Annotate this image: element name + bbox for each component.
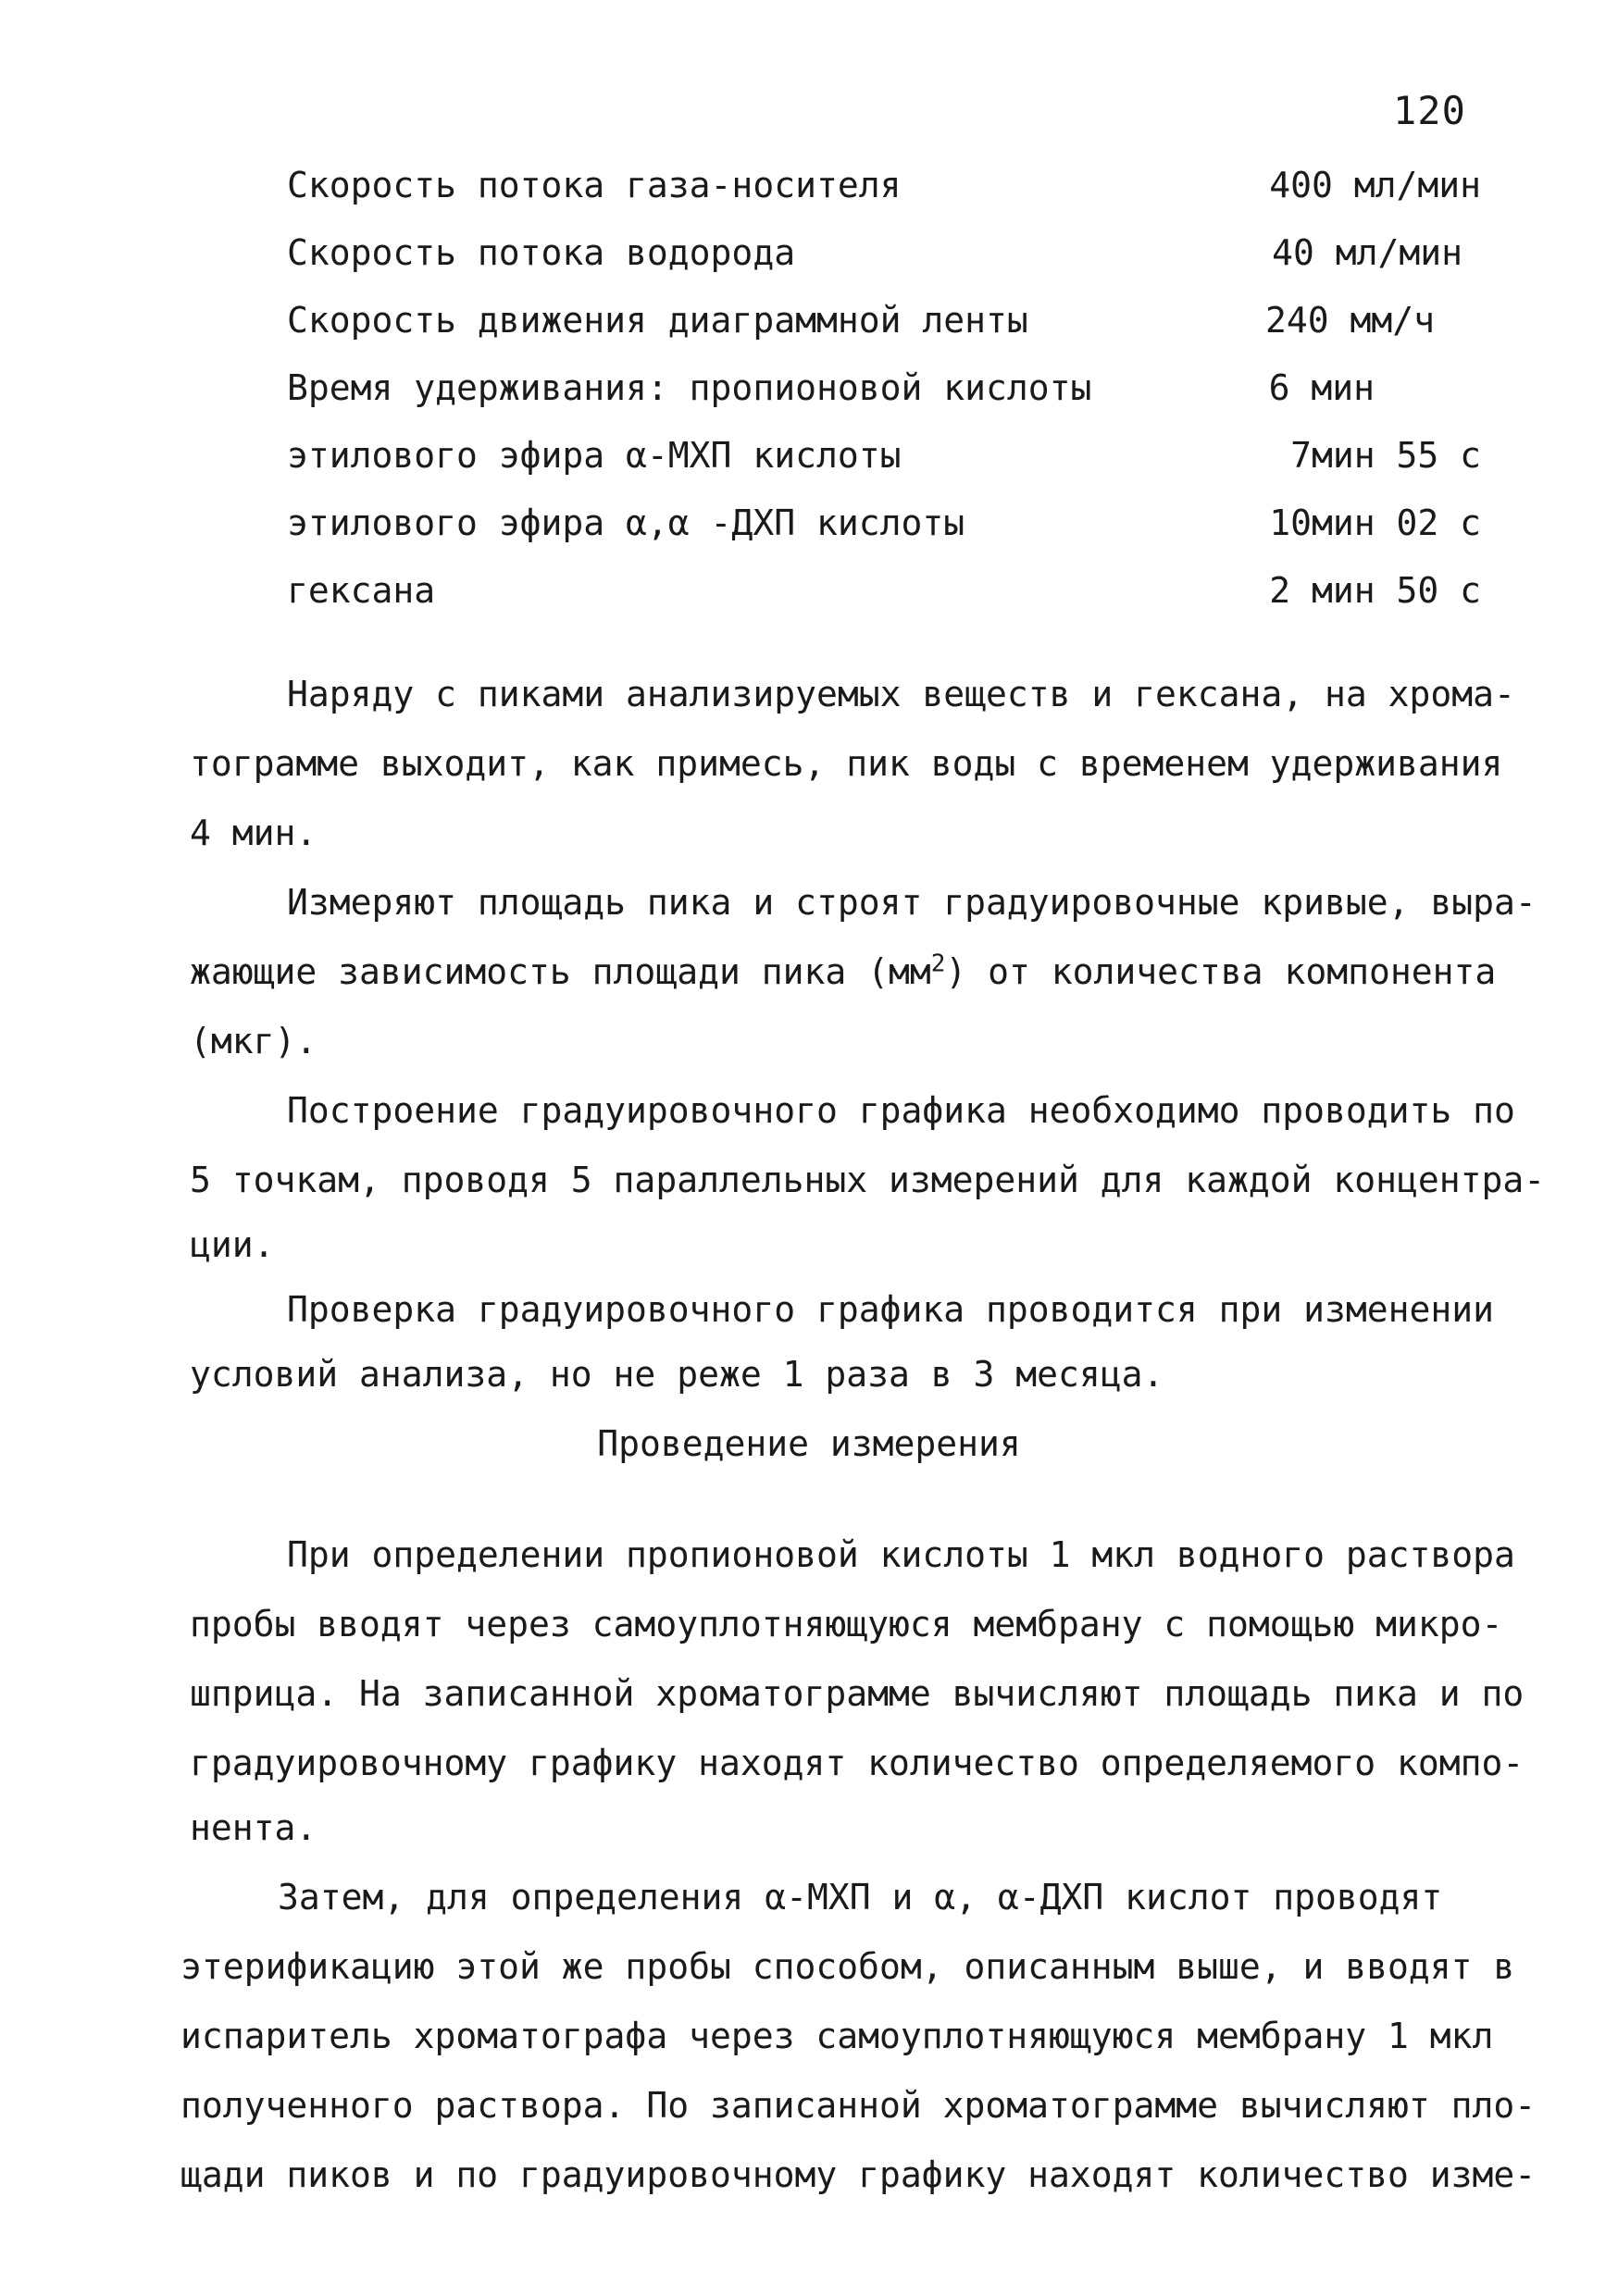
parameter-row [287, 360, 1481, 416]
paragraph-line: тограмме выходит, как примесь, пик воды с временем удерживания [190, 743, 1503, 784]
paragraph-line: нента. [190, 1807, 317, 1848]
parameter-label: Время удерживания: пропионовой кислоты [287, 367, 1092, 408]
parameter-label: Скорость движения диаграммной ленты [287, 300, 1028, 341]
parameter-value: 240 мм/ч [1264, 300, 1435, 341]
parameter-row [287, 428, 1481, 483]
paragraph-line: условий анализа, но не реже 1 раза в 3 месяца. [190, 1354, 1164, 1395]
paragraph-line: 4 мин. [190, 813, 317, 853]
paragraph-line: Проверка градуировочного графика проводится при изменении [287, 1289, 1495, 1330]
paragraph-line: этерификацию этой же пробы способом, описанным выше, и вводят в [180, 1946, 1515, 1987]
parameter-value: 7мин 55 с [1290, 435, 1481, 476]
parameter-label: Скорость потока газа-носителя [287, 165, 902, 205]
paragraph-line [190, 944, 1496, 999]
parameter-value: 400 мл/мин [1269, 165, 1481, 205]
parameter-label: Скорость потока водорода [287, 232, 796, 273]
paragraph-line: (мкг). [190, 1021, 317, 1061]
text-segment: жающие зависимость площади пика (мм [190, 951, 931, 992]
paragraph-line: градуировочному графику находят количество определяемого компо- [190, 1743, 1525, 1783]
parameter-label: этилового эфира α,α -ДХП кислоты [287, 503, 965, 543]
parameter-label: гексана [287, 570, 436, 611]
paragraph-line: пробы вводят через самоуплотняющуюся мембрану с помощью микро- [190, 1604, 1503, 1644]
parameter-row [287, 225, 1481, 280]
parameter-row [287, 563, 1481, 618]
page-number: 120 [1393, 88, 1466, 133]
parameter-row [287, 292, 1481, 348]
superscript: 2 [930, 949, 946, 978]
section-heading: Проведение измерения [597, 1423, 1021, 1464]
parameter-row [287, 157, 1481, 213]
paragraph-line: 5 точкам, проводя 5 параллельных измерений для каждой концентра- [190, 1160, 1546, 1200]
parameter-value: 2 мин 50 с [1269, 570, 1481, 611]
parameter-row [287, 495, 1481, 551]
parameter-value: 6 мин [1268, 367, 1375, 408]
paragraph-line: Измеряют площадь пика и строят градуировочные кривые, выра- [287, 882, 1537, 923]
paragraph-line: ции. [190, 1224, 275, 1265]
parameter-label: этилового эфира α-МХП кислоты [287, 435, 902, 476]
paragraph-line: испаритель хроматографа через самоуплотняющуюся мембрану 1 мкл [180, 2016, 1494, 2056]
paragraph-line: Наряду с пиками анализируемых веществ и гексана, на хрома- [287, 674, 1515, 714]
paragraph-line: щади пиков и по градуировочному графику находят количество изме- [180, 2154, 1537, 2195]
paragraph-line: Построение градуировочного графика необходимо проводить по [287, 1090, 1515, 1131]
paragraph-line: При определении пропионовой кислоты 1 мкл водного раствора [287, 1534, 1515, 1575]
paragraph-line: полученного раствора. По записанной хроматограмме вычисляют пло- [180, 2085, 1537, 2126]
parameter-value: 40 мл/мин [1272, 232, 1462, 273]
paragraph-line: шприца. На записанной хроматограмме вычисляют площадь пика и по [190, 1673, 1525, 1714]
paragraph-line: Затем, для определения α-МХП и α, α-ДХП кислот проводят [278, 1877, 1443, 1917]
text-segment: ) от количества компонента [945, 951, 1497, 992]
parameter-value: 10мин 02 с [1269, 503, 1481, 543]
